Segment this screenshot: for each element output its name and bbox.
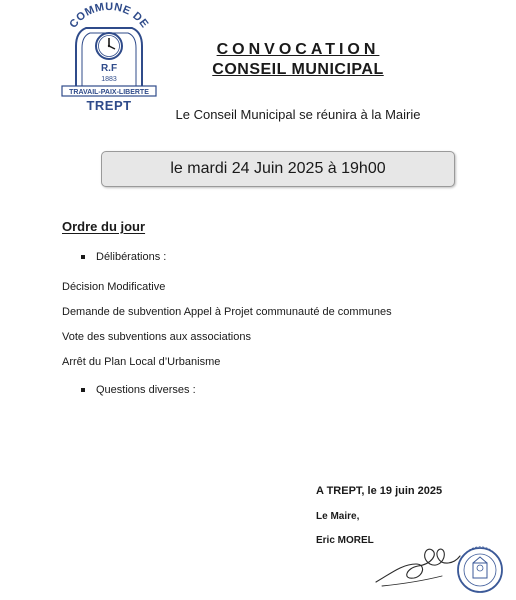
agenda-item: Décision Modificative (62, 281, 166, 293)
logo-motto-text: TRAVAIL-PAIX-LIBERTE (69, 89, 149, 96)
handwritten-signature-and-stamp (372, 524, 512, 596)
logo-place-text: TREPT (86, 98, 132, 113)
commune-logo (56, 2, 162, 120)
logo-year-text: 1883 (101, 76, 117, 83)
title-convocation: CONVOCATION (216, 41, 380, 58)
logo-rf-text: R.F (100, 63, 118, 74)
meeting-date-box (101, 151, 455, 187)
agenda-bullet-label: Délibérations : (96, 251, 167, 263)
agenda-bullet-questions (81, 384, 196, 396)
page-title (150, 40, 446, 80)
signature-place-date: A TREPT, le 19 juin 2025 (316, 485, 443, 497)
bullet-icon (81, 255, 85, 259)
meeting-date-text: le mardi 24 Juin 2025 à 19h00 (170, 160, 386, 177)
agenda-bullet-label: Questions diverses : (96, 384, 196, 396)
signature-role: Le Maire, (316, 511, 360, 522)
signature-name: Eric MOREL (316, 535, 374, 546)
agenda-item: Demande de subvention Appel à Projet communauté de communes (62, 306, 392, 318)
logo-arc-text: COMMUNE DE (67, 2, 151, 31)
agenda-item: Vote des subventions aux associations (62, 331, 251, 343)
intro-text: Le Conseil Municipal se réunira à la Mairie (175, 107, 421, 122)
agenda-bullet-deliberations (81, 251, 166, 263)
agenda-title: Ordre du jour (62, 219, 146, 234)
agenda-item: Arrêt du Plan Local d’Urbanisme (62, 356, 221, 368)
svg-text:COMMUNE DE (67, 2, 150, 30)
bullet-icon (81, 388, 85, 392)
title-conseil-municipal: CONSEIL MUNICIPAL (212, 61, 384, 78)
